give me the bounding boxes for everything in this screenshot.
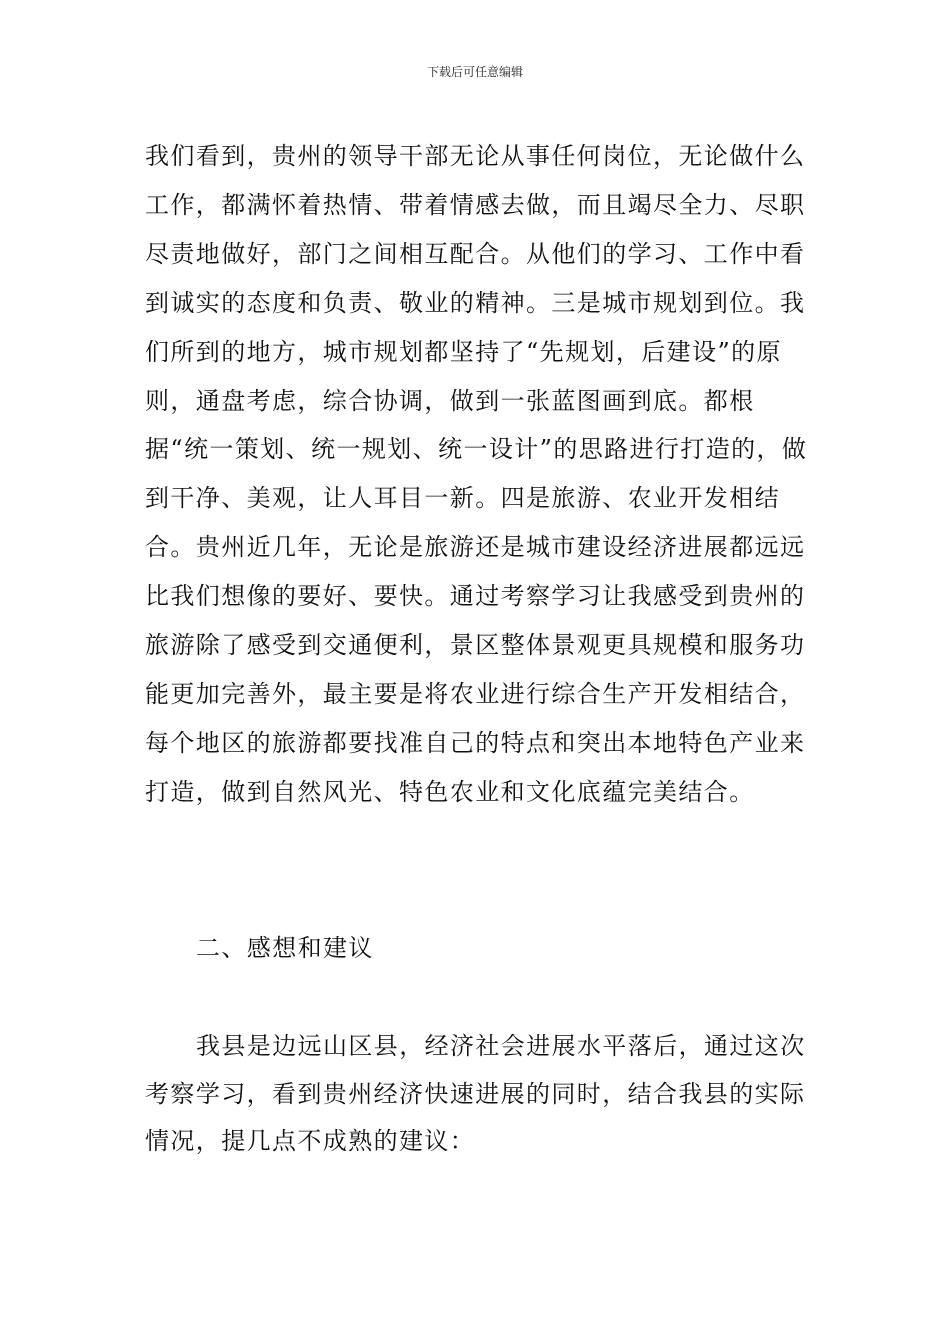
body-paragraph: 我县是边远山区县，经济社会进展水平落后，通过这次考察学习，看到贵州经济快速进展的同时，结合我县的实际情况，提几点不成熟的建议：: [145, 1032, 806, 1155]
body-paragraph: 我们看到，贵州的领导干部无论从事任何岗位，无论做什么工作，都满怀着热情、带着情感去做，而且竭尽全力、尽职尽责地做好，部门之间相互配合。从他们的学习、工作中看到诚实的态度和负责、敬业的精神。三是城市规划到位。我们所到的地方，城市规划都坚持了“先规划，后建设”的原则，通盘考虑，综合协调，做到一张蓝图画到底。都根据“统一策划、统一规划、统一设计”的思路进行打造的，做到干净、美观，让人耳目一新。四是旅游、农业开发相结合。贵州近几年，无论是旅游还是城市建设经济进展都远远比我们想像的要好、要快。通过考察学习让我感受到贵州的旅游除了感受到交通便利，景区整体景观更具规模和服务功能更加完善外，最主要是将农业进行综合生产开发相结合，每个地区的旅游都要找准自己的特点和突出本地特色产业来打造，做到自然风光、特色农业和文化底蕴完美结合。: [145, 142, 808, 806]
page-header-note: 下载后可任意编辑: [426, 65, 523, 79]
section-heading: 二、感想和建议: [196, 934, 374, 962]
